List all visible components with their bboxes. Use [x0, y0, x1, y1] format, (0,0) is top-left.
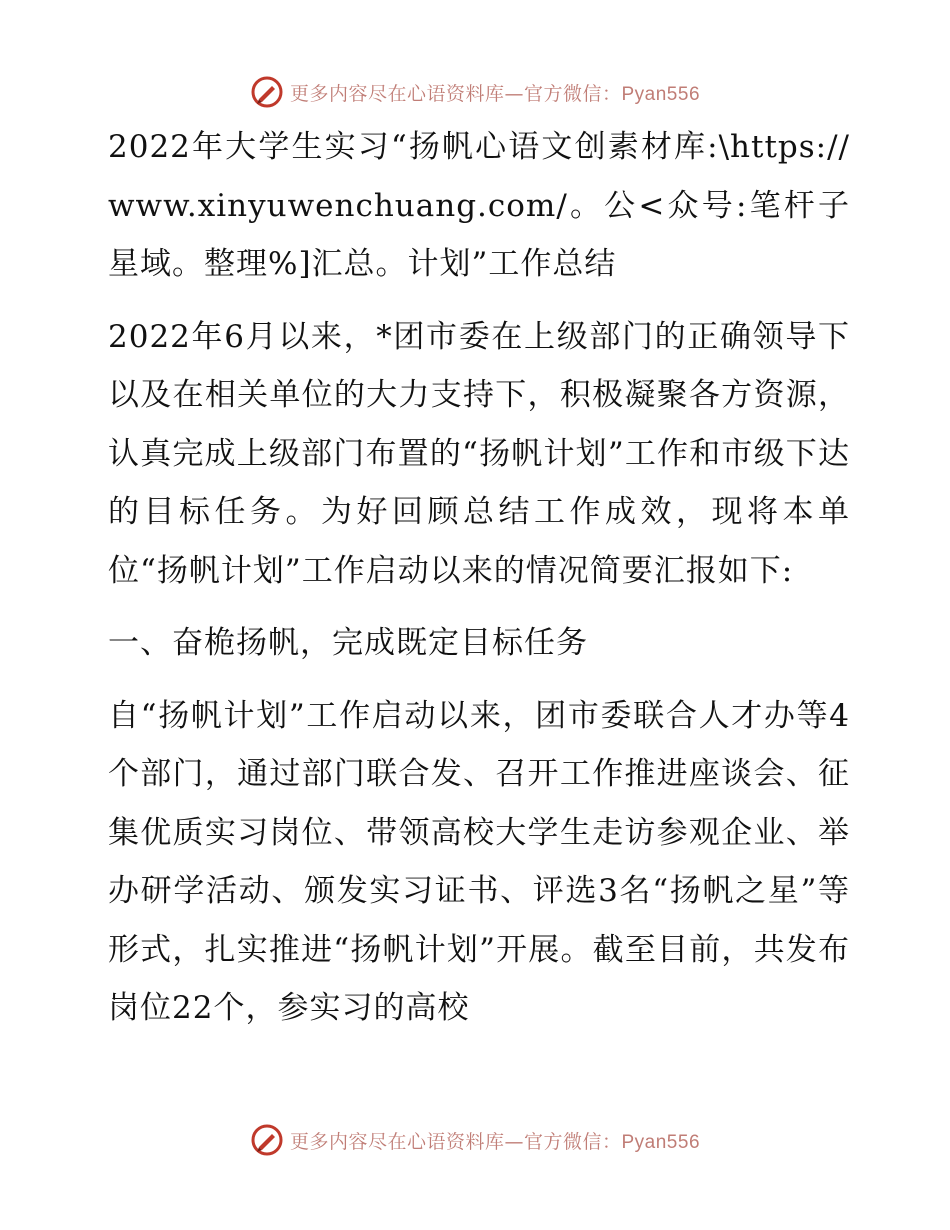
section-heading-1: 一、奋桅扬帆，完成既定目标任务 — [108, 625, 588, 661]
document-title: 2022年大学生实习“扬帆心语文创素材库:\https://www.xinyuwenchuang.com/。公<众号:笔杆子星域。整理%]汇总。计划”工作总结 — [108, 129, 850, 282]
footer-watermark-banner — [0, 1120, 950, 1160]
pen-logo-icon — [250, 75, 284, 109]
paragraph-section-1: 自“扬帆计划”工作启动以来，团市委联合人才办等4个部门，通过部门联合发、召开工作推进座谈会、征集优质实习岗位、带领高校大学生走访参观企业、举办研学活动、颁发实习证书、评选3名“扬帆之星”等形式，扎实推进“扬帆计划”开展。截至目前，共发布岗位22个，参实习的高校 — [108, 697, 850, 1026]
document-body — [98, 118, 850, 1038]
paragraph-intro: 2022年6月以来，*团市委在上级部门的正确领导下以及在相关单位的大力支持下，积极凝聚各方资源，认真完成上级部门布置的“扬帆计划”工作和市级下达的目标任务。为好回顾总结工作成效，现将本单位“扬帆计划”工作启动以来的情况简要汇报如下: — [108, 318, 850, 589]
header-watermark-banner — [0, 72, 950, 112]
header-banner-text: 更多内容尽在心语资料库—官方微信：Pyan556 — [289, 82, 701, 105]
footer-banner-text: 更多内容尽在心语资料库—官方微信：Pyan556 — [289, 1130, 701, 1153]
pen-logo-icon — [250, 1123, 284, 1157]
